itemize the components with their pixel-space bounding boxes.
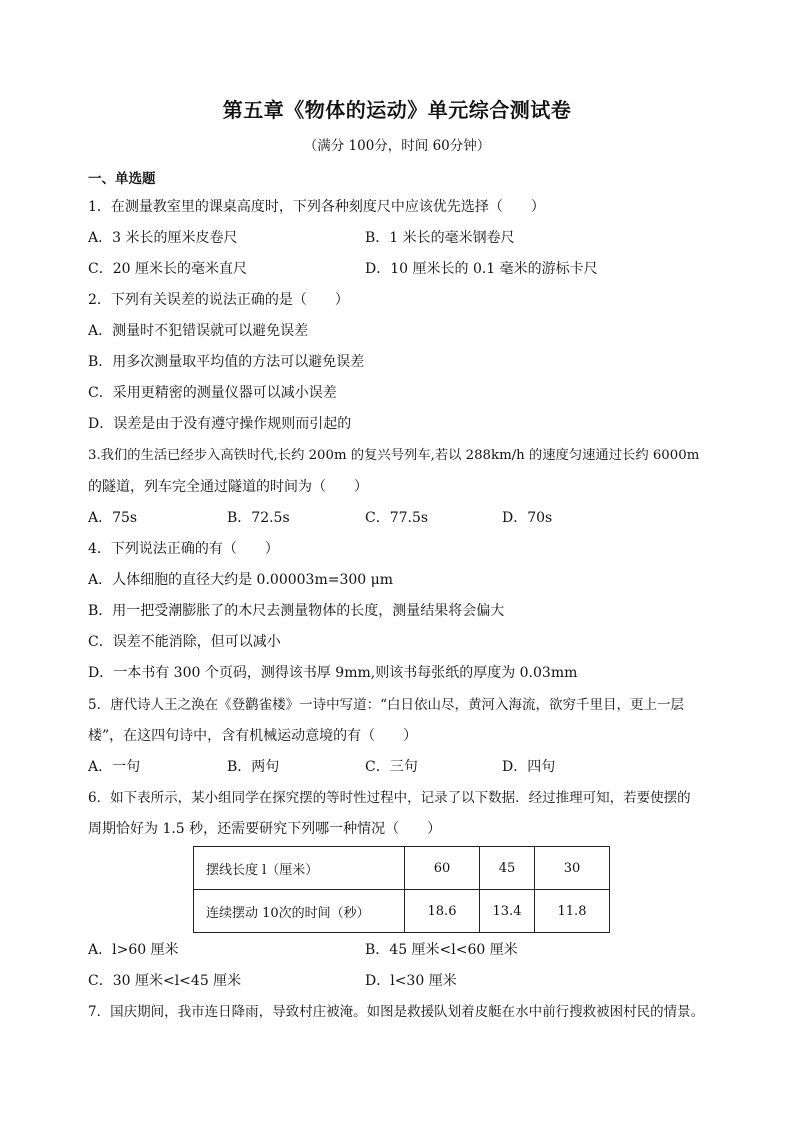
q2-option-b: B．用多次测量取平均值的方法可以避免误差 xyxy=(88,354,365,370)
q3-option-b: B．72.5s xyxy=(227,510,290,526)
table-cell: 13.4 xyxy=(480,890,535,933)
table-cell: 60 xyxy=(405,847,480,890)
q6-option-b: B．45 厘米<l<60 厘米 xyxy=(365,942,518,958)
q6-option-c: C．30 厘米<l<45 厘米 xyxy=(88,973,242,989)
q1-option-c: C．20 厘米长的毫米直尺 xyxy=(88,261,247,277)
q6-stem-line2: 周期恰好为 1.5 秒，还需要研究下列哪一种情况（ ） xyxy=(88,821,442,837)
q2-option-d: D．误差是由于没有遵守操作规则而引起的 xyxy=(88,416,352,432)
table-cell: 摆线长度 l（厘米） xyxy=(194,847,405,890)
q5-option-a: A．一句 xyxy=(88,759,141,775)
q4-option-c: C．误差不能消除，但可以减小 xyxy=(88,634,281,650)
q6-option-d: D．l<30 厘米 xyxy=(365,973,457,989)
section-heading: 一、单选题 xyxy=(88,171,156,187)
table-cell: 18.6 xyxy=(405,890,480,933)
page-subtitle: （满分 100分，时间 60分钟） xyxy=(303,138,491,154)
q6-stem-line1: 6．如下表所示，某小组同学在探究摆的等时性过程中，记录了以下数据．经过推理可知，若要使摆的 xyxy=(88,790,691,806)
table-cell: 45 xyxy=(480,847,535,890)
q3-option-d: D．70s xyxy=(502,510,553,526)
q3-stem-line1: 3.我们的生活已经步入高铁时代,长约 200m 的复兴号列车,若以 288km/h 的速度匀速通过长约 6000m xyxy=(88,448,700,463)
q2-option-a: A．测量时不犯错误就可以避免误差 xyxy=(88,323,309,339)
q1-option-a: A．3 米长的厘米皮卷尺 xyxy=(88,230,238,246)
table-cell: 连续摆动 10次的时间（秒） xyxy=(194,890,405,933)
q5-option-c: C．三句 xyxy=(365,759,418,775)
q7-stem: 7．国庆期间，我市连日降雨，导致村庄被淹。如图是救援队划着皮艇在水中前行搜救被困村民的情景。 xyxy=(88,1004,705,1020)
q2-option-c: C．采用更精密的测量仪器可以减小误差 xyxy=(88,385,337,401)
q5-stem-line2: 楼”，在这四句诗中，含有机械运动意境的有（ ） xyxy=(88,728,418,744)
q4-stem: 4．下列说法正确的有（ ） xyxy=(88,541,279,557)
page-title: 第五章《物体的运动》单元综合测试卷 xyxy=(222,98,572,122)
q1-option-b: B．1 米长的毫米钢卷尺 xyxy=(365,230,515,246)
q6-option-a: A．l>60 厘米 xyxy=(88,942,179,958)
q4-option-d: D．一本书有 300 个页码，测得该书厚 9mm,则该书每张纸的厚度为 0.03mm xyxy=(88,665,578,681)
q5-option-b: B．两句 xyxy=(227,759,280,775)
table-cell: 30 xyxy=(535,847,610,890)
q3-option-c: C．77.5s xyxy=(365,510,429,526)
table-row xyxy=(194,847,610,890)
q4-option-b: B．用一把受潮膨胀了的木尺去测量物体的长度，测量结果将会偏大 xyxy=(88,603,505,619)
table-row xyxy=(194,890,610,933)
q1-option-d: D．10 厘米长的 0.1 毫米的游标卡尺 xyxy=(365,261,598,277)
q3-option-a: A．75s xyxy=(88,510,138,526)
q2-stem: 2．下列有关误差的说法正确的是（ ） xyxy=(88,292,349,308)
table-cell: 11.8 xyxy=(535,890,610,933)
pendulum-data-table xyxy=(193,846,610,933)
q5-stem-line1: 5．唐代诗人王之涣在《登鹳雀楼》一诗中写道：“白日依山尽，黄河入海流，欲穷千里目，更上一层 xyxy=(88,697,684,713)
q1-stem: 1．在测量教室里的课桌高度时，下列各种刻度尺中应该优先选择（ ） xyxy=(88,199,545,215)
q3-stem-line2: 的隧道，列车完全通过隧道的时间为（ ） xyxy=(88,479,368,495)
q4-option-a: A．人体细胞的直径大约是 0.00003m=300 μm xyxy=(88,572,394,588)
q5-option-d: D．四句 xyxy=(502,759,556,775)
